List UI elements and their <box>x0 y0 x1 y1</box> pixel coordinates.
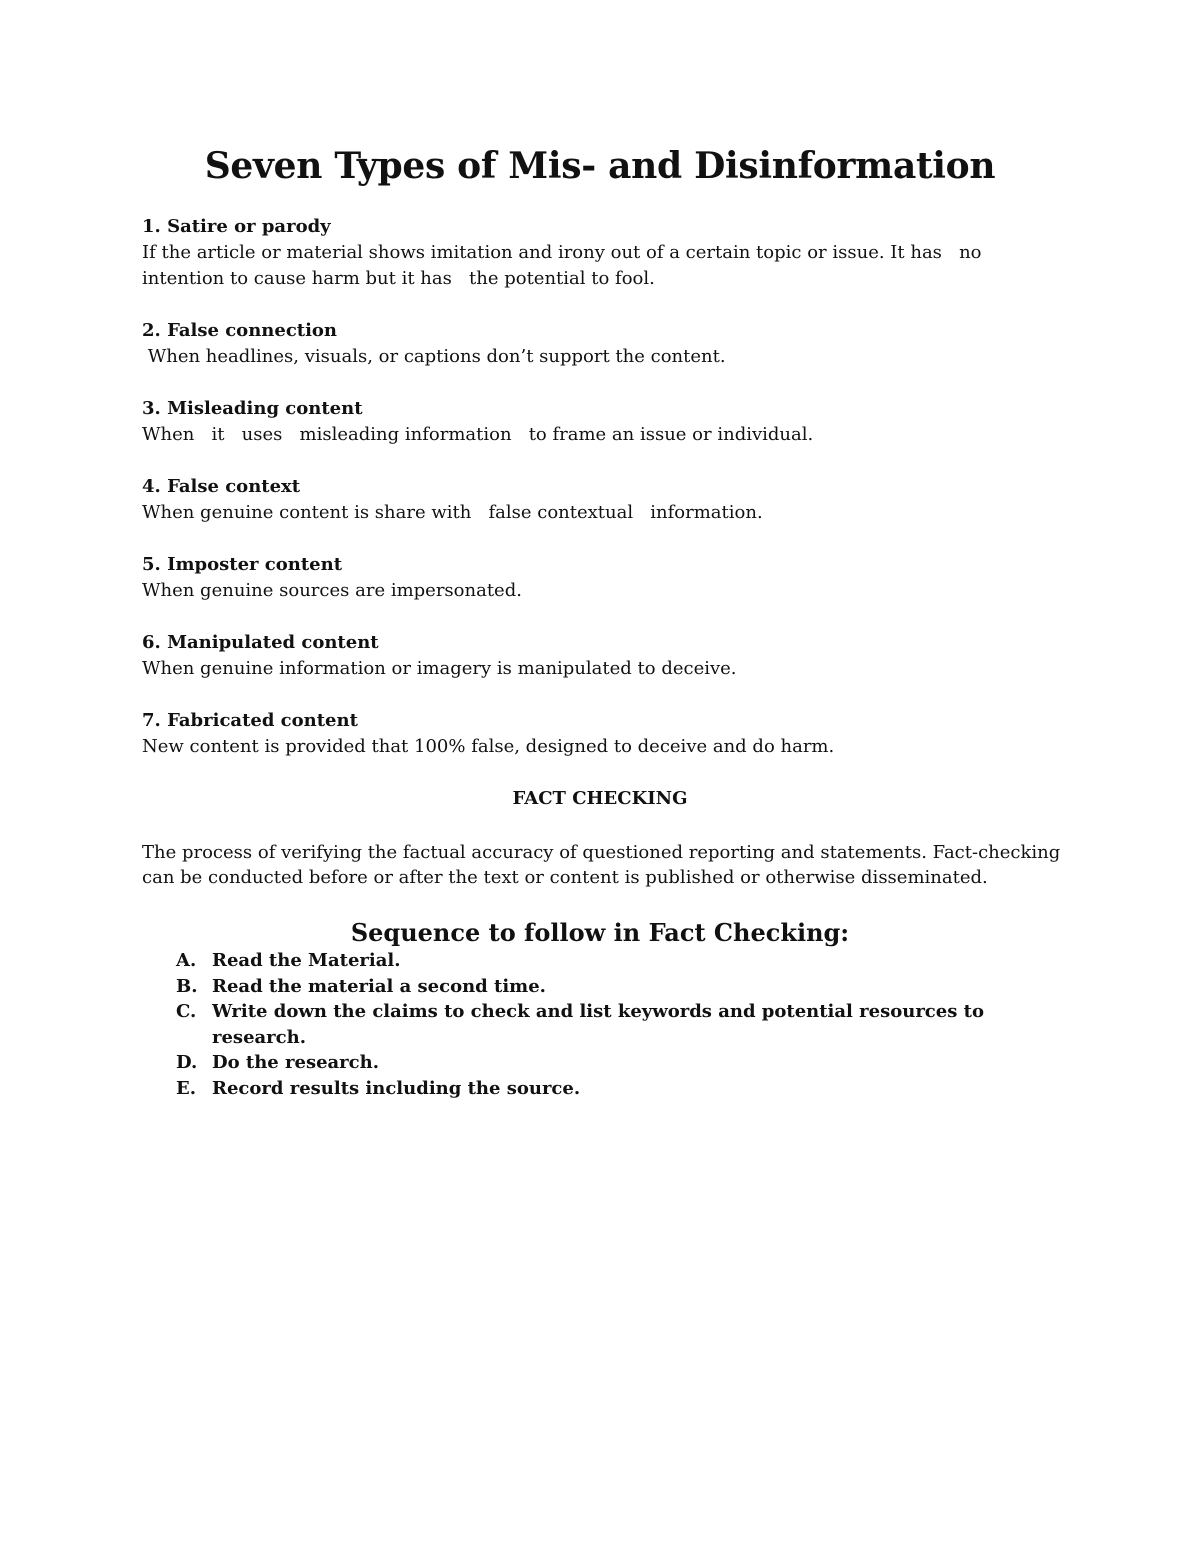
type-description: When it uses misleading information to frame an issue or individual. <box>142 424 814 445</box>
type-description: When headlines, visuals, or captions don’t support the content. <box>142 346 726 367</box>
sequence-heading: Sequence to follow in Fact Checking: <box>350 918 850 947</box>
type-number: 4. <box>142 476 161 497</box>
type-heading-label: Satire or parody <box>167 216 331 237</box>
type-number: 3. <box>142 398 161 419</box>
type-heading-label: False connection <box>167 320 338 341</box>
sequence-step <box>176 1050 996 1076</box>
page-title: Seven Types of Mis- and Disinformation <box>204 145 996 187</box>
step-letter: C. <box>176 1001 197 1022</box>
type-number: 7. <box>142 710 161 731</box>
step-letter: B. <box>176 975 198 997</box>
type-description: New content is provided that 100% false, designed to deceive and do harm. <box>142 736 835 757</box>
type-heading <box>142 552 1062 578</box>
step-text: Do the research. <box>212 1052 379 1073</box>
type-item <box>142 630 1062 682</box>
step-letter: A. <box>176 950 197 971</box>
sequence-step <box>176 999 996 1050</box>
step-letter: D. <box>176 1052 198 1073</box>
type-heading <box>142 318 1062 344</box>
type-item <box>142 214 1062 292</box>
type-heading-label: Misleading content <box>167 398 363 419</box>
sequence-step <box>176 1076 996 1102</box>
step-text: Record results including the source. <box>212 1077 581 1099</box>
sequence-step <box>176 948 996 974</box>
type-description: If the article or material shows imitation and irony out of a certain topic or issue. It has no intention to cause harm but it has the potential to fool. <box>142 242 988 289</box>
type-item <box>142 318 1062 370</box>
type-description: When genuine sources are impersonated. <box>142 580 522 601</box>
type-number: 2. <box>142 320 161 341</box>
step-text: Write down the claims to check and list keywords and potential resources to research. <box>212 1001 984 1048</box>
type-description: When genuine content is share with false contextual information. <box>142 502 763 523</box>
type-heading <box>142 630 1062 656</box>
type-heading-label: False context <box>167 476 301 497</box>
type-number: 6. <box>142 632 161 653</box>
type-heading <box>142 396 1062 422</box>
type-heading-label: Imposter content <box>167 554 343 575</box>
sequence-list <box>176 948 996 1101</box>
types-list <box>142 214 1062 786</box>
type-number: 5. <box>142 554 161 575</box>
type-heading-label: Fabricated content <box>167 710 358 731</box>
type-item <box>142 708 1062 760</box>
type-number: 1. <box>142 216 161 237</box>
type-item <box>142 552 1062 604</box>
step-text: Read the Material. <box>212 950 401 971</box>
type-heading <box>142 708 1062 734</box>
type-item <box>142 474 1062 526</box>
fact-checking-body: The process of verifying the factual accuracy of questioned reporting and statements. Fact-checking can be conducted before or after the text or content is published or otherwise disseminated. <box>142 842 1061 888</box>
type-heading <box>142 474 1062 500</box>
sequence-step <box>176 974 996 1000</box>
fact-checking-heading: FACT CHECKING <box>512 788 688 809</box>
step-text: Read the material a second time. <box>212 975 546 997</box>
type-item <box>142 396 1062 448</box>
step-letter: E. <box>176 1077 196 1099</box>
type-heading <box>142 214 1062 240</box>
type-description: When genuine information or imagery is manipulated to deceive. <box>142 658 737 679</box>
type-heading-label: Manipulated content <box>167 632 379 653</box>
